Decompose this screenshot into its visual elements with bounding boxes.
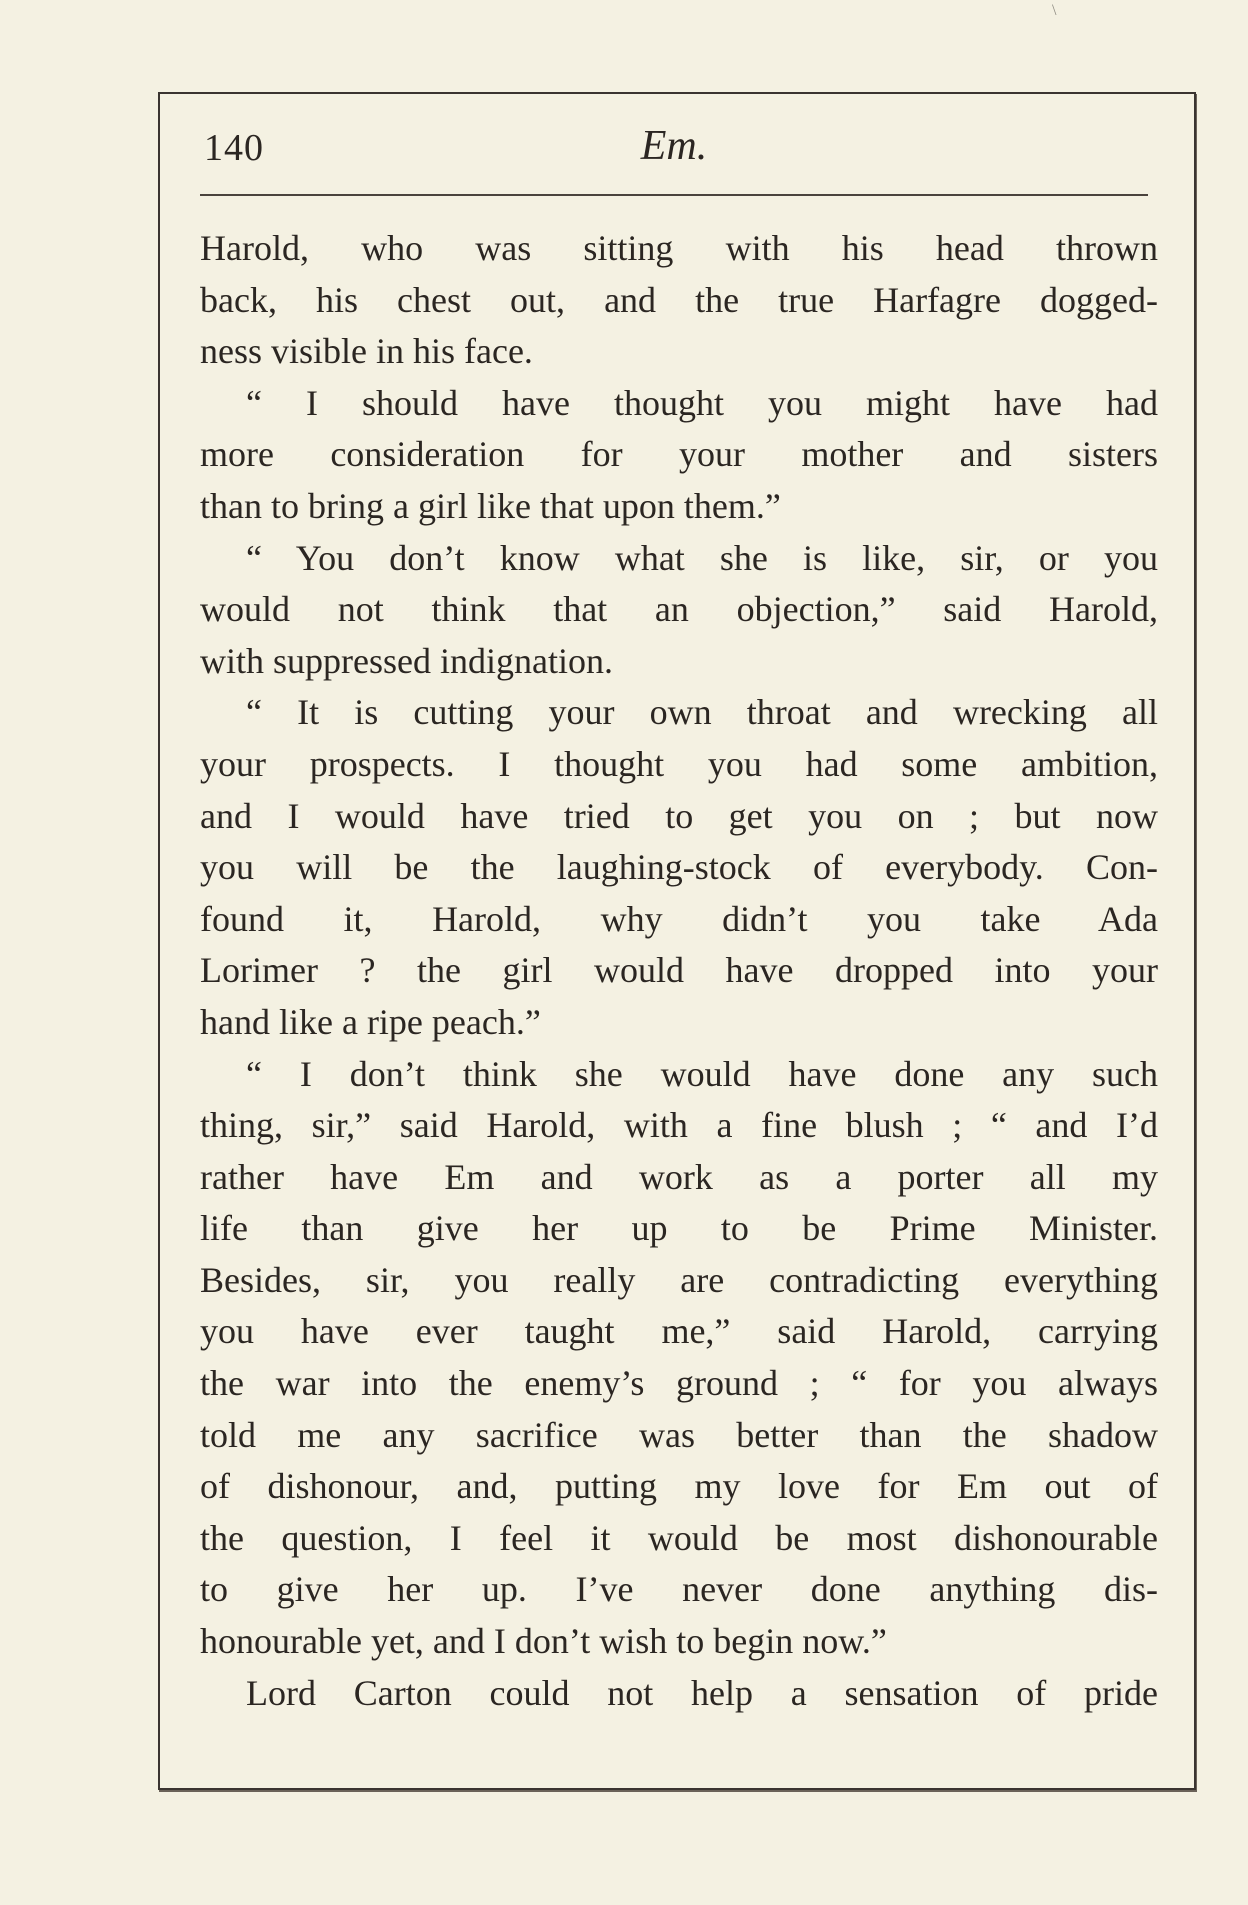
page-header	[200, 122, 1148, 178]
page-number: 140	[204, 127, 264, 169]
text-line: Harold, who was sitting with his head thrown	[200, 228, 1158, 268]
text-line: with suppressed indignation.	[200, 640, 613, 681]
text-line: “ I don’t think she would have done any such	[246, 1053, 1158, 1094]
text-line: life than give her up to be Prime Minister.	[200, 1208, 1158, 1249]
text-line: “ You don’t know what she is like, sir, or you	[246, 537, 1158, 578]
text-line: to give her up. I’ve never done anything dis-	[200, 1569, 1158, 1610]
text-line: you will be the laughing-stock of everybody. Con-	[200, 847, 1158, 888]
text-line: the war into the enemy’s ground ; “ for you always	[200, 1363, 1158, 1404]
text-line: Lord Carton could not help a sensation of pride	[246, 1672, 1158, 1713]
text-line: found it, Harold, why didn’t you take Ada	[200, 898, 1158, 939]
text-line: would not think that an objection,” said Harold,	[200, 589, 1158, 630]
text-line: thing, sir,” said Harold, with a fine blush ; “ and I’d	[200, 1105, 1158, 1146]
running-title: Em.	[640, 123, 708, 169]
text-line: Besides, sir, you really are contradicting everything	[200, 1259, 1158, 1300]
text-line: more consideration for your mother and sisters	[200, 434, 1158, 475]
text-line: ness visible in his face.	[200, 331, 533, 372]
text-line: the question, I feel it would be most dishonourable	[200, 1517, 1158, 1558]
text-line: “ It is cutting your own throat and wrecking all	[246, 692, 1158, 733]
text-line: told me any sacrifice was better than the shadow	[200, 1414, 1158, 1455]
text-line: and I would have tried to get you on ; but now	[200, 795, 1158, 836]
header-rule	[200, 194, 1148, 196]
text-line: Lorimer ? the girl would have dropped into your	[200, 950, 1158, 991]
text-line: rather have Em and work as a porter all my	[200, 1156, 1158, 1197]
stray-mark: \	[1052, 2, 1057, 19]
text-line: honourable yet, and I don’t wish to begin now.”	[200, 1621, 887, 1662]
text-line: than to bring a girl like that upon them.”	[200, 485, 781, 526]
text-line: “ I should have thought you might have had	[246, 382, 1158, 423]
text-line: back, his chest out, and the true Harfagre dogged-	[200, 279, 1158, 320]
text-line: your prospects. I thought you had some ambition,	[200, 743, 1158, 784]
text-line: hand like a ripe peach.”	[200, 1001, 541, 1042]
body-text	[200, 223, 1158, 1719]
text-line: of dishonour, and, putting my love for Em out of	[200, 1466, 1158, 1507]
text-line: you have ever taught me,” said Harold, carrying	[200, 1311, 1158, 1352]
